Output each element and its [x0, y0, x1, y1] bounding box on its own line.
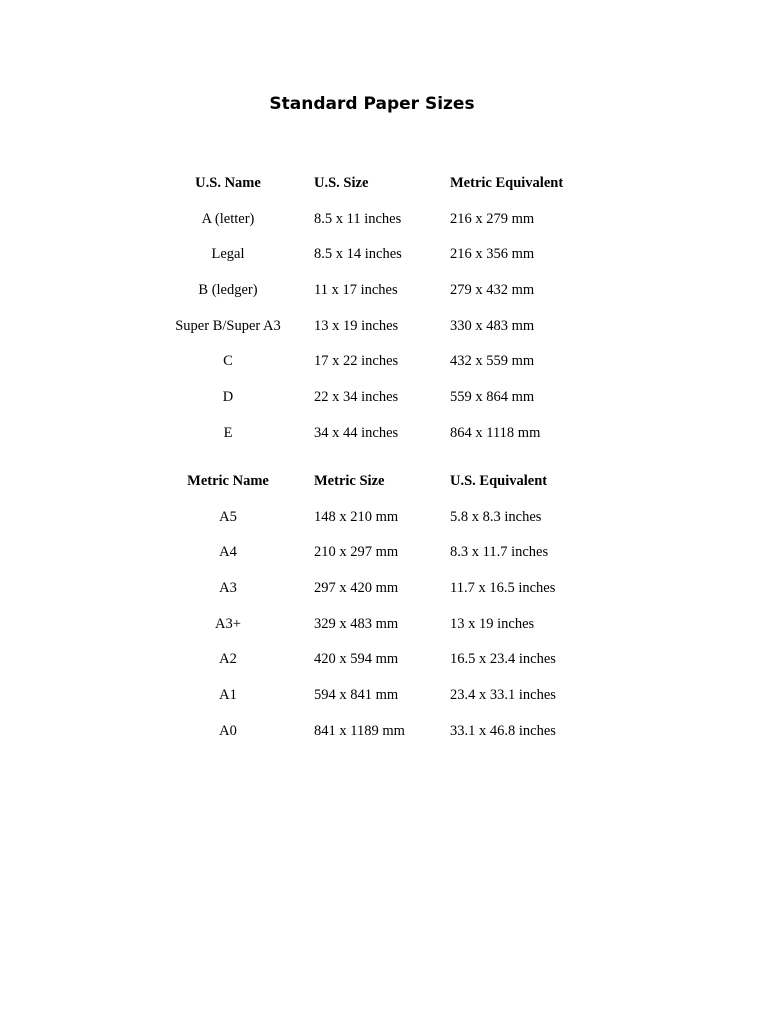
table-row	[0, 541, 768, 577]
metric-size-cell: 841 x 1189 mm	[314, 722, 405, 739]
metric-size-cell: 420 x 594 mm	[314, 651, 399, 668]
header-us-size: U.S. Size	[314, 175, 369, 191]
us-name-cell: Super B/Super A3	[175, 317, 281, 334]
us-name-cell: B (ledger)	[198, 282, 258, 299]
us-size-cell: 17 x 22 inches	[314, 353, 399, 370]
metric-name-cell: A2	[219, 651, 237, 668]
header-us-name: U.S. Name	[195, 175, 261, 191]
us-name-cell: D	[222, 389, 234, 406]
table-row	[0, 684, 768, 720]
metric-equivalent-cell: 279 x 432 mm	[450, 282, 535, 299]
metric-equivalent-cell: 559 x 864 mm	[450, 389, 535, 406]
us-equivalent-cell: 13 x 19 inches	[450, 615, 535, 632]
metric-equivalent-cell: 864 x 1118 mm	[450, 424, 541, 441]
table-row	[0, 386, 768, 422]
table-row	[0, 506, 768, 542]
table-header-row	[0, 172, 768, 208]
metric-name-cell: A0	[219, 722, 237, 739]
us-equivalent-cell: 16.5 x 23.4 inches	[450, 651, 556, 668]
header-metric-equivalent: Metric Equivalent	[450, 175, 564, 191]
header-metric-size: Metric Size	[314, 473, 385, 489]
us-name-cell: A (letter)	[201, 210, 255, 227]
us-size-cell: 13 x 19 inches	[314, 317, 399, 334]
us-name-cell: Legal	[211, 246, 245, 263]
metric-size-cell: 210 x 297 mm	[314, 544, 399, 561]
metric-name-cell: A1	[219, 687, 237, 704]
us-size-cell: 8.5 x 11 inches	[314, 210, 402, 227]
us-equivalent-cell: 5.8 x 8.3 inches	[450, 508, 542, 525]
metric-equivalent-cell: 216 x 356 mm	[450, 246, 535, 263]
metric-name-cell: A4	[219, 544, 237, 561]
table-row	[0, 279, 768, 315]
metric-equivalent-cell: 330 x 483 mm	[450, 317, 535, 334]
us-size-cell: 22 x 34 inches	[314, 389, 399, 406]
us-equivalent-cell: 23.4 x 33.1 inches	[450, 687, 556, 704]
us-equivalent-cell: 11.7 x 16.5 inches	[450, 580, 556, 597]
us-equivalent-cell: 33.1 x 46.8 inches	[450, 722, 556, 739]
us-size-cell: 11 x 17 inches	[314, 282, 398, 299]
table-row	[0, 422, 768, 458]
table-row	[0, 208, 768, 244]
header-metric-name: Metric Name	[187, 473, 269, 489]
table-row	[0, 243, 768, 279]
metric-equivalent-cell: 216 x 279 mm	[450, 210, 535, 227]
table-row	[0, 648, 768, 684]
table-row	[0, 613, 768, 649]
metric-size-cell: 594 x 841 mm	[314, 687, 399, 704]
us-name-cell: E	[223, 424, 233, 441]
us-paper-size-table	[0, 172, 768, 458]
table-row	[0, 350, 768, 386]
metric-name-cell: A5	[219, 508, 237, 525]
metric-size-cell: 329 x 483 mm	[314, 615, 399, 632]
table-header-row	[0, 470, 768, 506]
table-row	[0, 315, 768, 351]
metric-name-cell: A3+	[215, 615, 241, 632]
metric-equivalent-cell: 432 x 559 mm	[450, 353, 535, 370]
metric-paper-size-table	[0, 470, 768, 756]
metric-name-cell: A3	[219, 580, 237, 597]
page-title: Standard Paper Sizes	[269, 94, 475, 114]
us-equivalent-cell: 8.3 x 11.7 inches	[450, 544, 549, 561]
metric-size-cell: 297 x 420 mm	[314, 580, 399, 597]
us-size-cell: 8.5 x 14 inches	[314, 246, 402, 263]
us-name-cell: C	[223, 353, 233, 370]
header-us-equivalent: U.S. Equivalent	[450, 473, 548, 489]
table-row	[0, 577, 768, 613]
us-size-cell: 34 x 44 inches	[314, 424, 399, 441]
metric-size-cell: 148 x 210 mm	[314, 508, 399, 525]
table-row	[0, 720, 768, 756]
